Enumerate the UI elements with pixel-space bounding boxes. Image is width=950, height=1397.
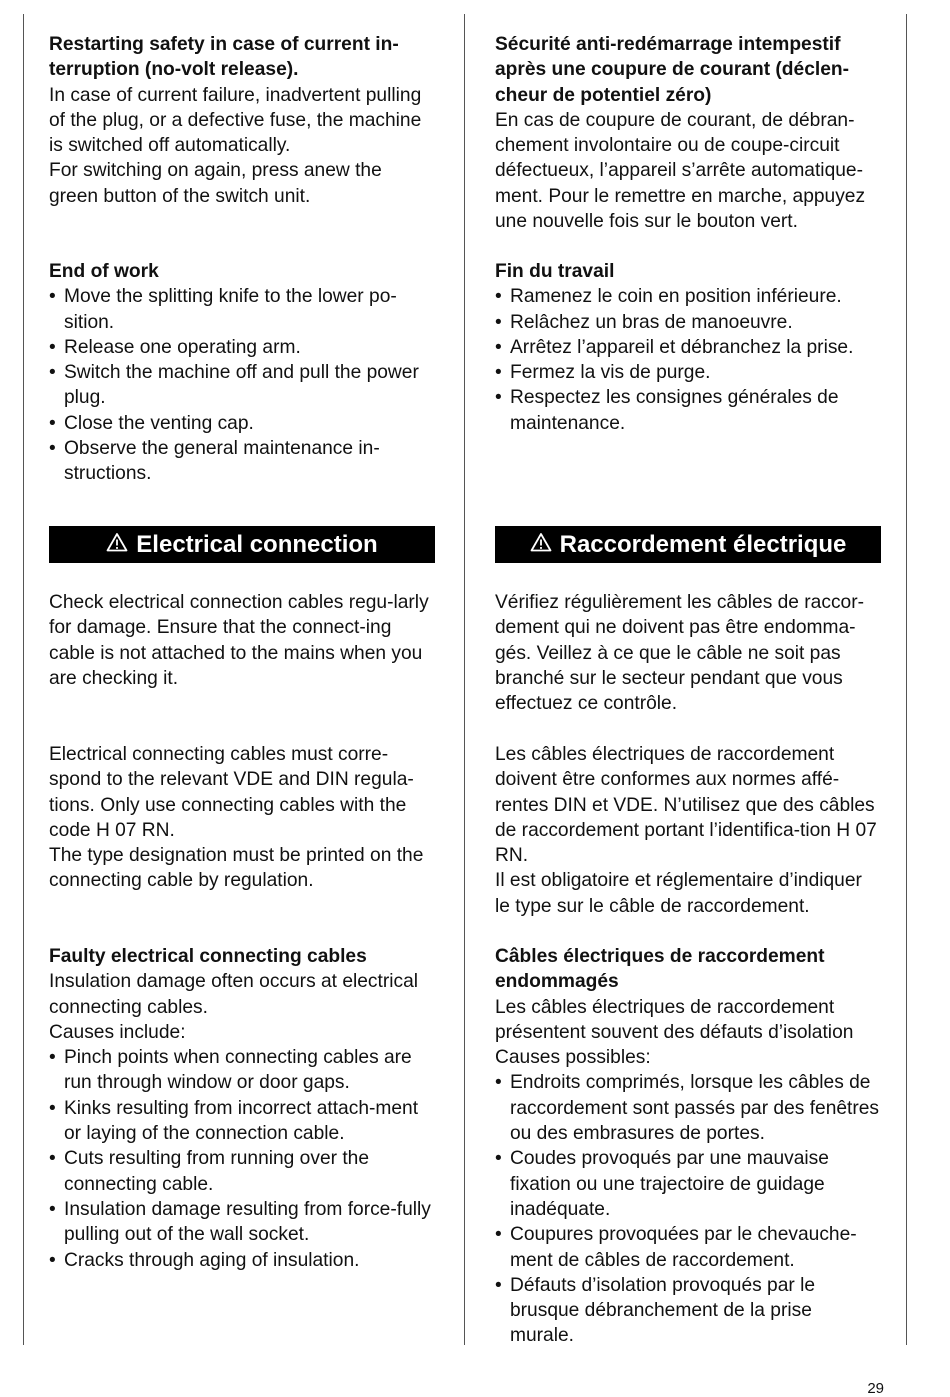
faulty-cables-section: [49, 944, 435, 1273]
center-column-rule: [464, 14, 465, 1345]
list-item: • Cuts resulting from running over the connecting cable.: [49, 1146, 435, 1197]
causes-list: [495, 1070, 881, 1348]
electrical-connection-title: Raccordement électrique: [559, 530, 847, 558]
list-item: • Coupures provoquées par le chevauche-ment de câbles de raccordement.: [495, 1222, 881, 1273]
list-item: • Kinks resulting from incorrect attach-ment or laying of the connection cable.: [49, 1096, 435, 1147]
list-item: • Fermez la vis de purge.: [495, 360, 881, 385]
restart-safety-text: For switching on again, press anew the green button of the switch unit.: [49, 160, 382, 207]
restart-safety-section: [495, 32, 881, 234]
warning-triangle-icon: [106, 532, 128, 557]
restart-safety-heading: Restarting safety in case of current in-terruption (no-volt release).: [49, 34, 399, 81]
end-of-work-heading: End of work: [49, 261, 159, 282]
list-item: • Arrêtez l’appareil et débranchez la prise.: [495, 335, 881, 360]
list-item: • Ramenez le coin en position inférieure.: [495, 284, 881, 309]
faulty-cables-section: [495, 944, 881, 1349]
restart-safety-section: [49, 32, 435, 207]
restart-safety-text: En cas de coupure de courant, de débran-chement involontaire ou de coupe-circuit défectueux, l’appareil s’arrête automatique-ment. Pour le remettre en marche, appuyez une nouvelle fois sur le bouton vert.: [495, 109, 866, 233]
paragraph: Insulation damage often occurs at electrical connecting cables.: [49, 971, 419, 1018]
paragraph: Check electrical connection cables regu-larly for damage. Ensure that the connect-ing cable is not attached to the mains when you are checking it.: [49, 592, 429, 689]
check-cables-section: [49, 590, 435, 742]
english-column: [49, 32, 435, 1273]
end-of-work-section: [495, 259, 881, 512]
cable-regulations-section: [495, 742, 881, 944]
paragraph: Les câbles électriques de raccordement doivent être conformes aux normes affé-rentes DIN et VDE. N’utilisez que des câbles de raccordement portant l’identifica-tion H 07 RN.: [495, 744, 877, 867]
faulty-cables-heading: Câbles électriques de raccordement endommagés: [495, 946, 825, 993]
list-item: • Insulation damage resulting from force-fully pulling out of the wall socket.: [49, 1197, 435, 1248]
list-item: • Observe the general maintenance in-structions.: [49, 436, 435, 487]
page-number: 29: [867, 1380, 884, 1397]
causes-list: [49, 1045, 435, 1273]
end-of-work-section: [49, 259, 435, 512]
list-item: • Respectez les consignes générales de maintenance.: [495, 385, 881, 436]
restart-safety-text: In case of current failure, inadvertent pulling of the plug, or a defective fuse, the machine is switched off automatically.: [49, 84, 422, 157]
end-of-work-list: [49, 284, 435, 486]
paragraph: Les câbles électriques de raccordement présentent souvent des défauts d’isolation: [495, 996, 854, 1043]
left-margin-rule: [23, 14, 24, 1345]
electrical-connection-title: Electrical connection: [136, 530, 378, 558]
paragraph: The type designation must be printed on the connecting cable by regulation.: [49, 845, 424, 892]
list-item: • Close the venting cap.: [49, 411, 435, 436]
warning-triangle-icon: [530, 532, 552, 557]
paragraph: Electrical connecting cables must corre-spond to the relevant VDE and DIN regula-tions. Only use connecting cables with the code H 07 RN.: [49, 744, 414, 841]
list-item: • Switch the machine off and pull the power plug.: [49, 360, 435, 411]
list-item: • Endroits comprimés, lorsque les câbles de raccordement sont passés par des fenêtres ou des embrasures de portes.: [495, 1070, 881, 1146]
electrical-connection-header: [495, 526, 881, 563]
check-cables-section: [495, 590, 881, 742]
list-item: • Défauts d’isolation provoqués par le brusque débranchement de la prise murale.: [495, 1273, 881, 1349]
restart-safety-heading: Sécurité anti-redémarrage intempestif après une coupure de courant (déclen-cheur de potentiel zéro): [495, 34, 849, 106]
paragraph: Il est obligatoire et réglementaire d’indiquer le type sur le câble de raccordement.: [495, 870, 862, 917]
list-item: • Relâchez un bras de manoeuvre.: [495, 310, 881, 335]
causes-label: Causes include:: [49, 1021, 186, 1043]
end-of-work-list: [495, 284, 881, 436]
list-item: • Release one operating arm.: [49, 335, 435, 360]
causes-label: Causes possibles:: [495, 1047, 651, 1069]
list-item: • Coudes provoqués par une mauvaise fixation ou une trajectoire de guidage inadéquate.: [495, 1146, 881, 1222]
electrical-connection-header: [49, 526, 435, 563]
paragraph: Vérifiez régulièrement les câbles de raccor-dement qui ne doivent pas être endomma-gés. Veillez à ce que le câble ne soit pas branché sur le secteur pendant que vous effectuez ce contrôle.: [495, 592, 864, 715]
list-item: • Pinch points when connecting cables are run through window or door gaps.: [49, 1045, 435, 1096]
list-item: • Move the splitting knife to the lower po-sition.: [49, 284, 435, 335]
list-item: • Cracks through aging of insulation.: [49, 1248, 435, 1273]
faulty-cables-heading: Faulty electrical connecting cables: [49, 946, 367, 967]
cable-regulations-section: [49, 742, 435, 894]
end-of-work-heading: Fin du travail: [495, 261, 615, 282]
french-column: [495, 32, 881, 1349]
right-margin-rule: [906, 14, 907, 1345]
